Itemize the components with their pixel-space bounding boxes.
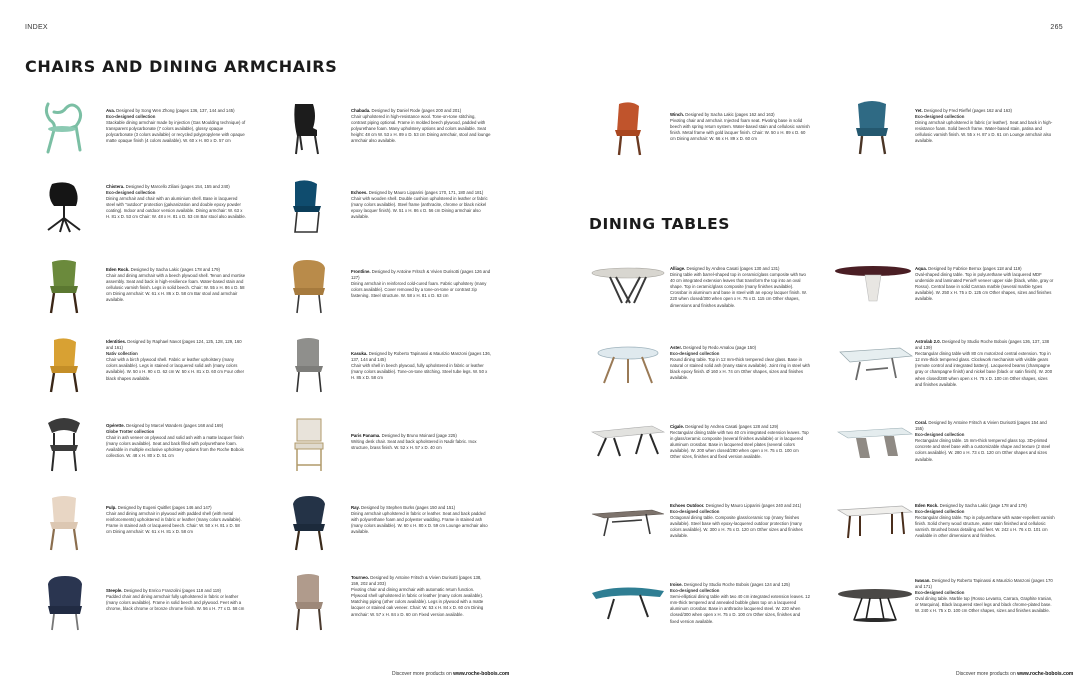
table-aster-image	[594, 345, 662, 385]
table-entry-echoes-outdoor: Echoes Outdoor. Designed by Mauro Lipparini (pages 240 and 241) Eco-designed collection Octagonal dining table. Composite glass/ceramic top (many finishes available). Steel base with epoxy-lacquered outdoor protection (many colors available). W. 300 x H. 75 x D. 120 cm Other sizes and finishes available.	[670, 503, 803, 539]
table-cigale-image	[590, 424, 666, 458]
chair-entry-eden-rock: Eden Rock. Designed by Sacha Lakic (pages 178 and 179) Chair and dining armchair with a beech plywood shell. Tenon and mortise assembly. Seat and back in high-resilience foam. Water-based stain and cellulosic varnish finish. Legs in solid beech. Chair: W. 55 x H. 86 x D. 58 cm Dining armchair: W. 61 x H. 86 x D. 58 cm Bar stool and armchair available.	[106, 267, 246, 303]
page-number: 265	[1050, 24, 1063, 31]
chair-chistera-image	[40, 178, 88, 234]
chair-entry-echoes: Echoes. Designed by Mauro Lipparini (pages 170, 171, 180 and 181) Chair with wooden shell. Double cushion upholstered in leather or fabric (many colors available). Steel frame (anthracite, chrome or black nickel epoxy lacquer finish). W. 51 x H. 86 x D. 56 cm Dining armchair also available.	[351, 190, 488, 220]
footer-right: Discover more products on www.roche-bobois.com	[956, 671, 1074, 677]
table-eden-rock-image	[836, 504, 914, 540]
chair-entry-operette: Opérette. Designed by Marcel Wanders (pages 168 and 169) Globe Trotter collection Chair in ash veneer on plywood and solid ash with a matte lacquer finish (many colors available). Seat and back filled with polyurethane foam. Available in multiple exclusive upholstery options from the Roche Bobois collection. W. 48 x H. 80 x D. 51 cm	[106, 423, 244, 459]
chair-ava-image	[40, 100, 88, 155]
chairs-section-title: CHAIRS AND DINING ARMCHAIRS	[25, 57, 338, 76]
chair-tourneo-image	[287, 572, 331, 632]
table-entry-cigale: Cigale. Designed by Andrea Casati (pages 128 and 129) Rectangular dining table with two 40 cm integrated extension leaves. Top in glass/ceramic composite (several finishes available) or in lacquered aluminum crossbar. Base in lacquered steel plates (several colors available). W. 200 when closed/280 when open x H. 75 x D. 100 cm Other sizes, finishes and fixed version available.	[670, 424, 809, 460]
section-label: INDEX	[25, 24, 48, 31]
table-entry-aster: Aster. Designed by Redo Amalou (page 150) Eco-designed collection Round dining table. Top in 12 mm-thick tempered clear glass. Base in natural or stained solid ash (many stains available). Joint ring in steel with black epoxy finish. Ø 160 x H. 74 cm Other shapes, sizes and finishes available.	[670, 345, 810, 381]
chair-kasuka-image	[287, 336, 331, 394]
chair-steeple-image	[42, 574, 88, 632]
chair-eden-rock-image	[42, 258, 86, 314]
chair-entry-ray: Ray. Designed by Stephen Burks (pages 150 and 151) Dining armchair upholstered in fabric or leather. Seat and back padded with polyurethane foam and polyester wadding. Frame in stained ash (many colors available). W. 60 x H. 80 x D. 59 cm Lounge armchair also available.	[351, 505, 488, 535]
chair-entry-winch: Winch. Designed by Sacha Lakic (pages 162 and 163) Pivoting chair and armchair. Injected foam seat. Pivoting base in solid beech with spring return system. Water-based stain and cellulosic varnish finish. Metal frame with gold lacquer finish. Chair: W. 50 x H. 89 x D. 60 cm Dining armchair: W. 66 x H. 89 x D. 60 cm	[670, 112, 810, 142]
chair-pulp-image	[42, 494, 86, 552]
chair-frontline-image	[287, 258, 331, 314]
chair-identities-image	[42, 336, 86, 394]
table-entry-alliage: Alliage. Designed by Andrea Casati (pages 130 and 131) Dining table with barrel-shaped top in ceramic/glass composite with two 40 cm integrated extension leaves that transform the top into an oval shape. Top in ceramic/glass composite (many finishes available). Crossbar in aluminum and base in steel with an epoxy lacquer finish. W. 220 when closed/300 when open x H. 75 x D. 115 cm Other shapes, dimensions and finishes available.	[670, 266, 807, 308]
table-entry-aqua: Aqua. Designed by Fabrice Berrux (pages 118 and 119) Oval-shaped dining table. Top in polyurethane with lacquered MDF underside and laminated Fenix® veneer upper side (black, white, gray or Rosso). Central base in solid Carrara marble (several marble types available). W. 250 x H. 75 x D. 125 cm Other shapes, sizes and finishes available.	[915, 266, 1054, 302]
chair-entry-frontline: Frontline. Designed by Antoine Fritsch & Vivien Durisotti (pages 126 and 127) Dining armchair in reinforced cold-cured foam. Fabric upholstery (many colors available). Cover removed by a tone-on-tone or contrast zip fastening. Steel structure. W. 58 x H. 81 x D. 63 cm	[351, 269, 491, 299]
table-coral-image	[836, 426, 914, 460]
chair-entry-ava: Ava. Designed by Song Wen Zhong (pages 136, 137, 144 and 145) Eco-designed collection Stackable dining armchair made by injection (Gas Moulding technique) of transparent polycarbonate (7 colors available), glossy opaque polycarbonate (3 colors available) or recycled polypropylene with opaque matte opaque finish (4 colors available). W. 60 x H. 80 x D. 57 cm	[106, 108, 246, 144]
chair-paris-panama-image	[287, 415, 331, 473]
table-echoes-outdoor-image	[590, 508, 666, 538]
footer-link-right[interactable]: www.roche-bobois.com	[1017, 671, 1074, 677]
table-iroise-image	[590, 585, 666, 621]
table-entry-iwasan: Iwasan. Designed by Roberto Tapinassi & Maurizio Manzoni (pages 170 and 171) Eco-designed collection Oval dining table. Marble top (Rosso Levanto, Carrara, Graphite Iranian, or Marquina). Black lacquered steel legs and black chrome-plated base. W. 240 x H. 75 x D. 100 cm Other shapes, sizes and finishes available.	[915, 578, 1053, 614]
chair-entry-identities: Identities. Designed by Raphael Navot (pages 124, 125, 128, 129, 160 and 161) Nativ collection Chair with a birch plywood shell. Fabric or leather upholstery (many colors available). Legs in stained or lacquered solid ash (many colors available). W. 50 x H. 90 x D. 62 cm W. 50 x H. 81 x D. 60 cm Four other black shapes available.	[106, 339, 245, 381]
chair-entry-steeple: Steeple. Designed by Enrico Franzolini (pages 118 and 119) Padded chair and dining armchair fully upholstered in fabric or leather (many colors available). Frame in solid beech and plywood. Feet with a chrome, black chrome or bronze chrome finish. W. 56 x H. 77 x D. 58 cm	[106, 588, 245, 612]
table-aqua-image	[833, 265, 913, 305]
table-astrolab-image	[836, 346, 914, 382]
chair-operette-image	[42, 415, 86, 473]
footer-link-left[interactable]: www.roche-bobois.com	[453, 671, 510, 677]
table-iwasan-image	[836, 588, 914, 622]
chair-entry-chistera: Chistera. Designed by Marcello Ziliani (pages 154, 155 and 240) Eco-designed collection Dining armchair and chair with an aluminium shell. Base in lacquered steel with "outdoor" protection (galvanization and double epoxy powder coating). Indoor and outdoor version available. Dining armchair: W. 63 x H. 81 x D. 53 cm Chair: W. 48 x H. 81 x D. 53 cm Bar stool also available.	[106, 184, 246, 220]
table-alliage-image	[590, 265, 666, 305]
table-entry-iroise: Iroise. Designed by Studio Roche Bobois (pages 124 and 125) Eco-designed collection Semi-elliptical dining table with two 40 cm integrated extension leaves. 12 mm-thick tempered and annealed bubble glass top on a lacquered aluminum crossbar. Base in anthracite lacquered steel. W. 220 when closed/300 when open x H. 75 x D. 100 cm Other sizes, finishes and fixed version available.	[670, 582, 810, 624]
chair-echoes-image	[287, 178, 331, 234]
chair-entry-kasuka: Kasuka. Designed by Roberto Tapinassi & Maurizio Manzoni (pages 136, 137, 144 and 145) Chair with shell in beech plywood, fully upholstered in fabric or leather (many colors available). Tone-on-tone stitching. Steel tube legs. W. 50 x H. 85 x D. 58 cm	[351, 351, 491, 381]
chair-entry-yet: Yet. Designed by Fred Rieffel (pages 162 and 163) Eco-designed collection Dining armchair upholstered in fabric (or leather). Seat and back in high-resistance foam. Solid beech frame. Water-based stain, patina and cellulosic varnish finish. W. 55 x H. 87 x D. 61 cm Lounge armchair also available.	[915, 108, 1053, 144]
chair-chabada-image	[287, 100, 327, 156]
table-entry-astrolab: Astrolab 2.0. Designed by Studio Roche Bobois (pages 136, 137, 138 and 139) Rectangular dining table with 80 cm motorized central extension. Top in 12 mm-thick tempered glass. Clockwork mechanism with visible gears (remote control and integrated battery). Lacquered beams (champagne gray or champagne finish) and nickel base (black or satin finish). W. 200 when closed/280 when open x H. 75 x D. 100 cm Other shapes, sizes and finishes available.	[915, 339, 1053, 387]
chair-entry-paris-panama: Paris Panama. Designed by Bruno Moinard (page 225) Writing desk chair. Seat and back upholstered in Nadir fabric. Inox structure, brass finish. W. 52 x H. 57 x D. 40 cm	[351, 433, 477, 451]
chair-entry-tourneo: Tourneo. Designed by Antoine Fritsch & Vivien Durisotti (pages 138, 159, 202 and 203) Pivoting chair and dining armchair with automatic return function. Plywood shell upholstered in fabric or leather (many colors available). Matching piping (other colors available). Legs in plywood with a matte lacquer or stained oak veneer. Chair: W. 53 x H. 84 x D. 60 cm Dining armchair: W. 57 x H. 84 x D. 60 cm Fixed version available.	[351, 575, 484, 617]
chair-yet-image	[850, 98, 894, 156]
table-entry-coral: Coral. Designed by Antoine Fritsch & Vivien Durisotti (pages 154 and 155) Eco-designed collection Rectangular dining table. 15 mm-thick tempered glass top. 3D-printed concrete and steel base with a customizable shape and texture (2 steel colors available). W. 280 x H. 73 x D. 120 cm Other shapes and sizes available.	[915, 420, 1051, 462]
chair-winch-image	[609, 100, 649, 156]
chair-ray-image	[287, 494, 331, 552]
chair-entry-chabada: Chabada. Designed by Daniel Rode (pages 200 and 201) Chair upholstered in high-resistance wool. Tone-on-tone stitching, contrast piping optional. Frame in molded beech plywood, padded with polyurethane foam. Many upholstery options and colors available. Seat height: 48 cm W. 53 x H. 89 x D. 53 cm Dining armchair, stool and lounge armchair also available.	[351, 108, 491, 144]
footer-left: Discover more products on www.roche-bobois.com	[392, 671, 510, 677]
table-entry-eden-rock: Eden Rock. Designed by Sacha Lakic (page 178 and 179) Eco-designed collection Rectangular dining table. Top in polyurethane with water-repellent varnish finish. Solid cherry wood structure, water stain finished and cellulosic varnish. Brushed brass detailing and feet. W. 242 x H. 76 x D. 101 cm Available in other dimensions and finishes.	[915, 503, 1055, 539]
chair-entry-pulp: Pulp. Designed by Eugeni Quitllet (pages 146 and 147) Chair and dining armchair in plywood with padded shell (with metal reinforcements) upholstered in fabric or leather (many colors available). Frame in stained ash or lacquered beech. Chair: W. 50 x H. 81 x D. 58 cm Dining armchair: W. 61 x H. 81 x D. 58 cm	[106, 505, 242, 535]
tables-section-title: DINING TABLES	[589, 215, 731, 233]
